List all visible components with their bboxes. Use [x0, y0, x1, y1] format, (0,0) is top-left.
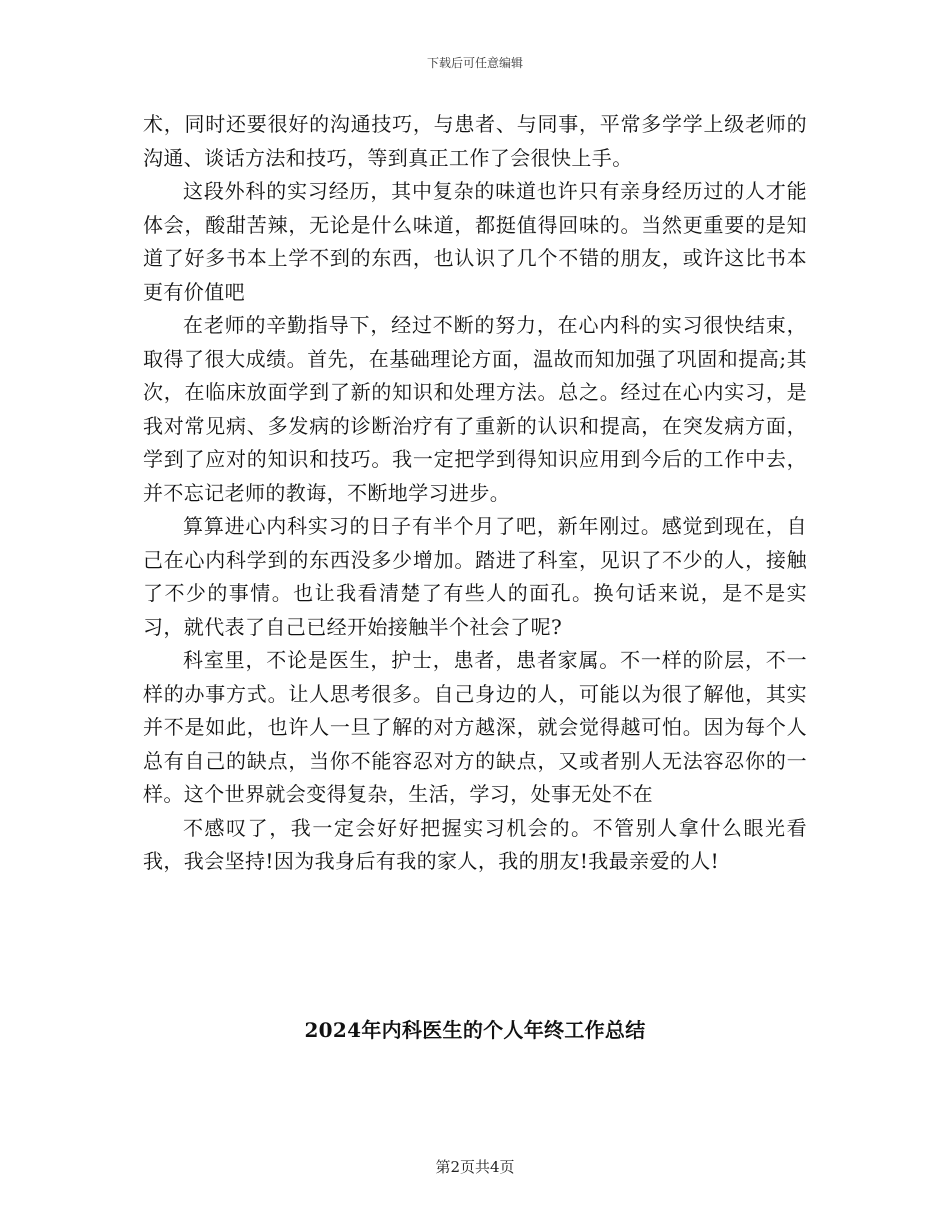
paragraph-continuation: 术，同时还要很好的沟通技巧，与患者、与同事，平常多学学上级老师的沟通、谈话方法和技巧，等到真正工作了会很快上手。 — [143, 112, 807, 170]
download-note: 下载后可任意编辑 — [426, 56, 523, 70]
paragraph-department-people: 科室里，不论是医生，护士，患者，患者家属。不一样的阶层，不一样的办事方式。让人思考很多。自己身边的人，可能以为很了解他，其实并不是如此，也许人一旦了解的对方越深，就会觉得越可怕。因为每个人总有自己的缺点，当你不能容忍对方的缺点，又或者别人无法容忍你的一样。这个世界就会变得复杂，生活，学习，处事无处不在 — [143, 648, 807, 806]
paragraph-surgery-internship: 这段外科的实习经历，其中复杂的味道也许只有亲身经历过的人才能体会，酸甜苦辣，无论是什么味道，都挺值得回味的。当然更重要的是知道了好多书本上学不到的东西，也认识了几个不错的朋友，或许这比书本更有价值吧 — [143, 179, 807, 304]
section-title: 2024年内科医生的个人年终工作总结 — [304, 1018, 646, 1042]
paragraph-resolution: 不感叹了，我一定会好好把握实习机会的。不管别人拿什么眼光看我，我会坚持!因为我身后有我的家人，我的朋友!我最亲爱的人! — [143, 815, 807, 873]
page-number: 第2页共4页 — [435, 1158, 515, 1176]
body-text — [143, 108, 807, 879]
paragraph-half-month: 算算进心内科实习的日子有半个月了吧，新年刚过。感觉到现在，自己在心内科学到的东西没多少增加。踏进了科室，见识了不少的人，接触了不少的事情。也让我看清楚了有些人的面孔。换句话来说，是不是实习，就代表了自己已经开始接触半个社会了呢? — [143, 514, 807, 639]
paragraph-cardiology-summary: 在老师的辛勤指导下，经过不断的努力，在心内科的实习很快结束，取得了很大成绩。首先，在基础理论方面，温故而知加强了巩固和提高;其次，在临床放面学到了新的知识和处理方法。总之。经过在心内实习，是我对常见病、多发病的诊断治疗有了重新的认识和提高，在突发病方面，学到了应对的知识和技巧。我一定把学到得知识应用到今后的工作中去，并不忘记老师的教诲，不断地学习进步。 — [143, 313, 807, 505]
